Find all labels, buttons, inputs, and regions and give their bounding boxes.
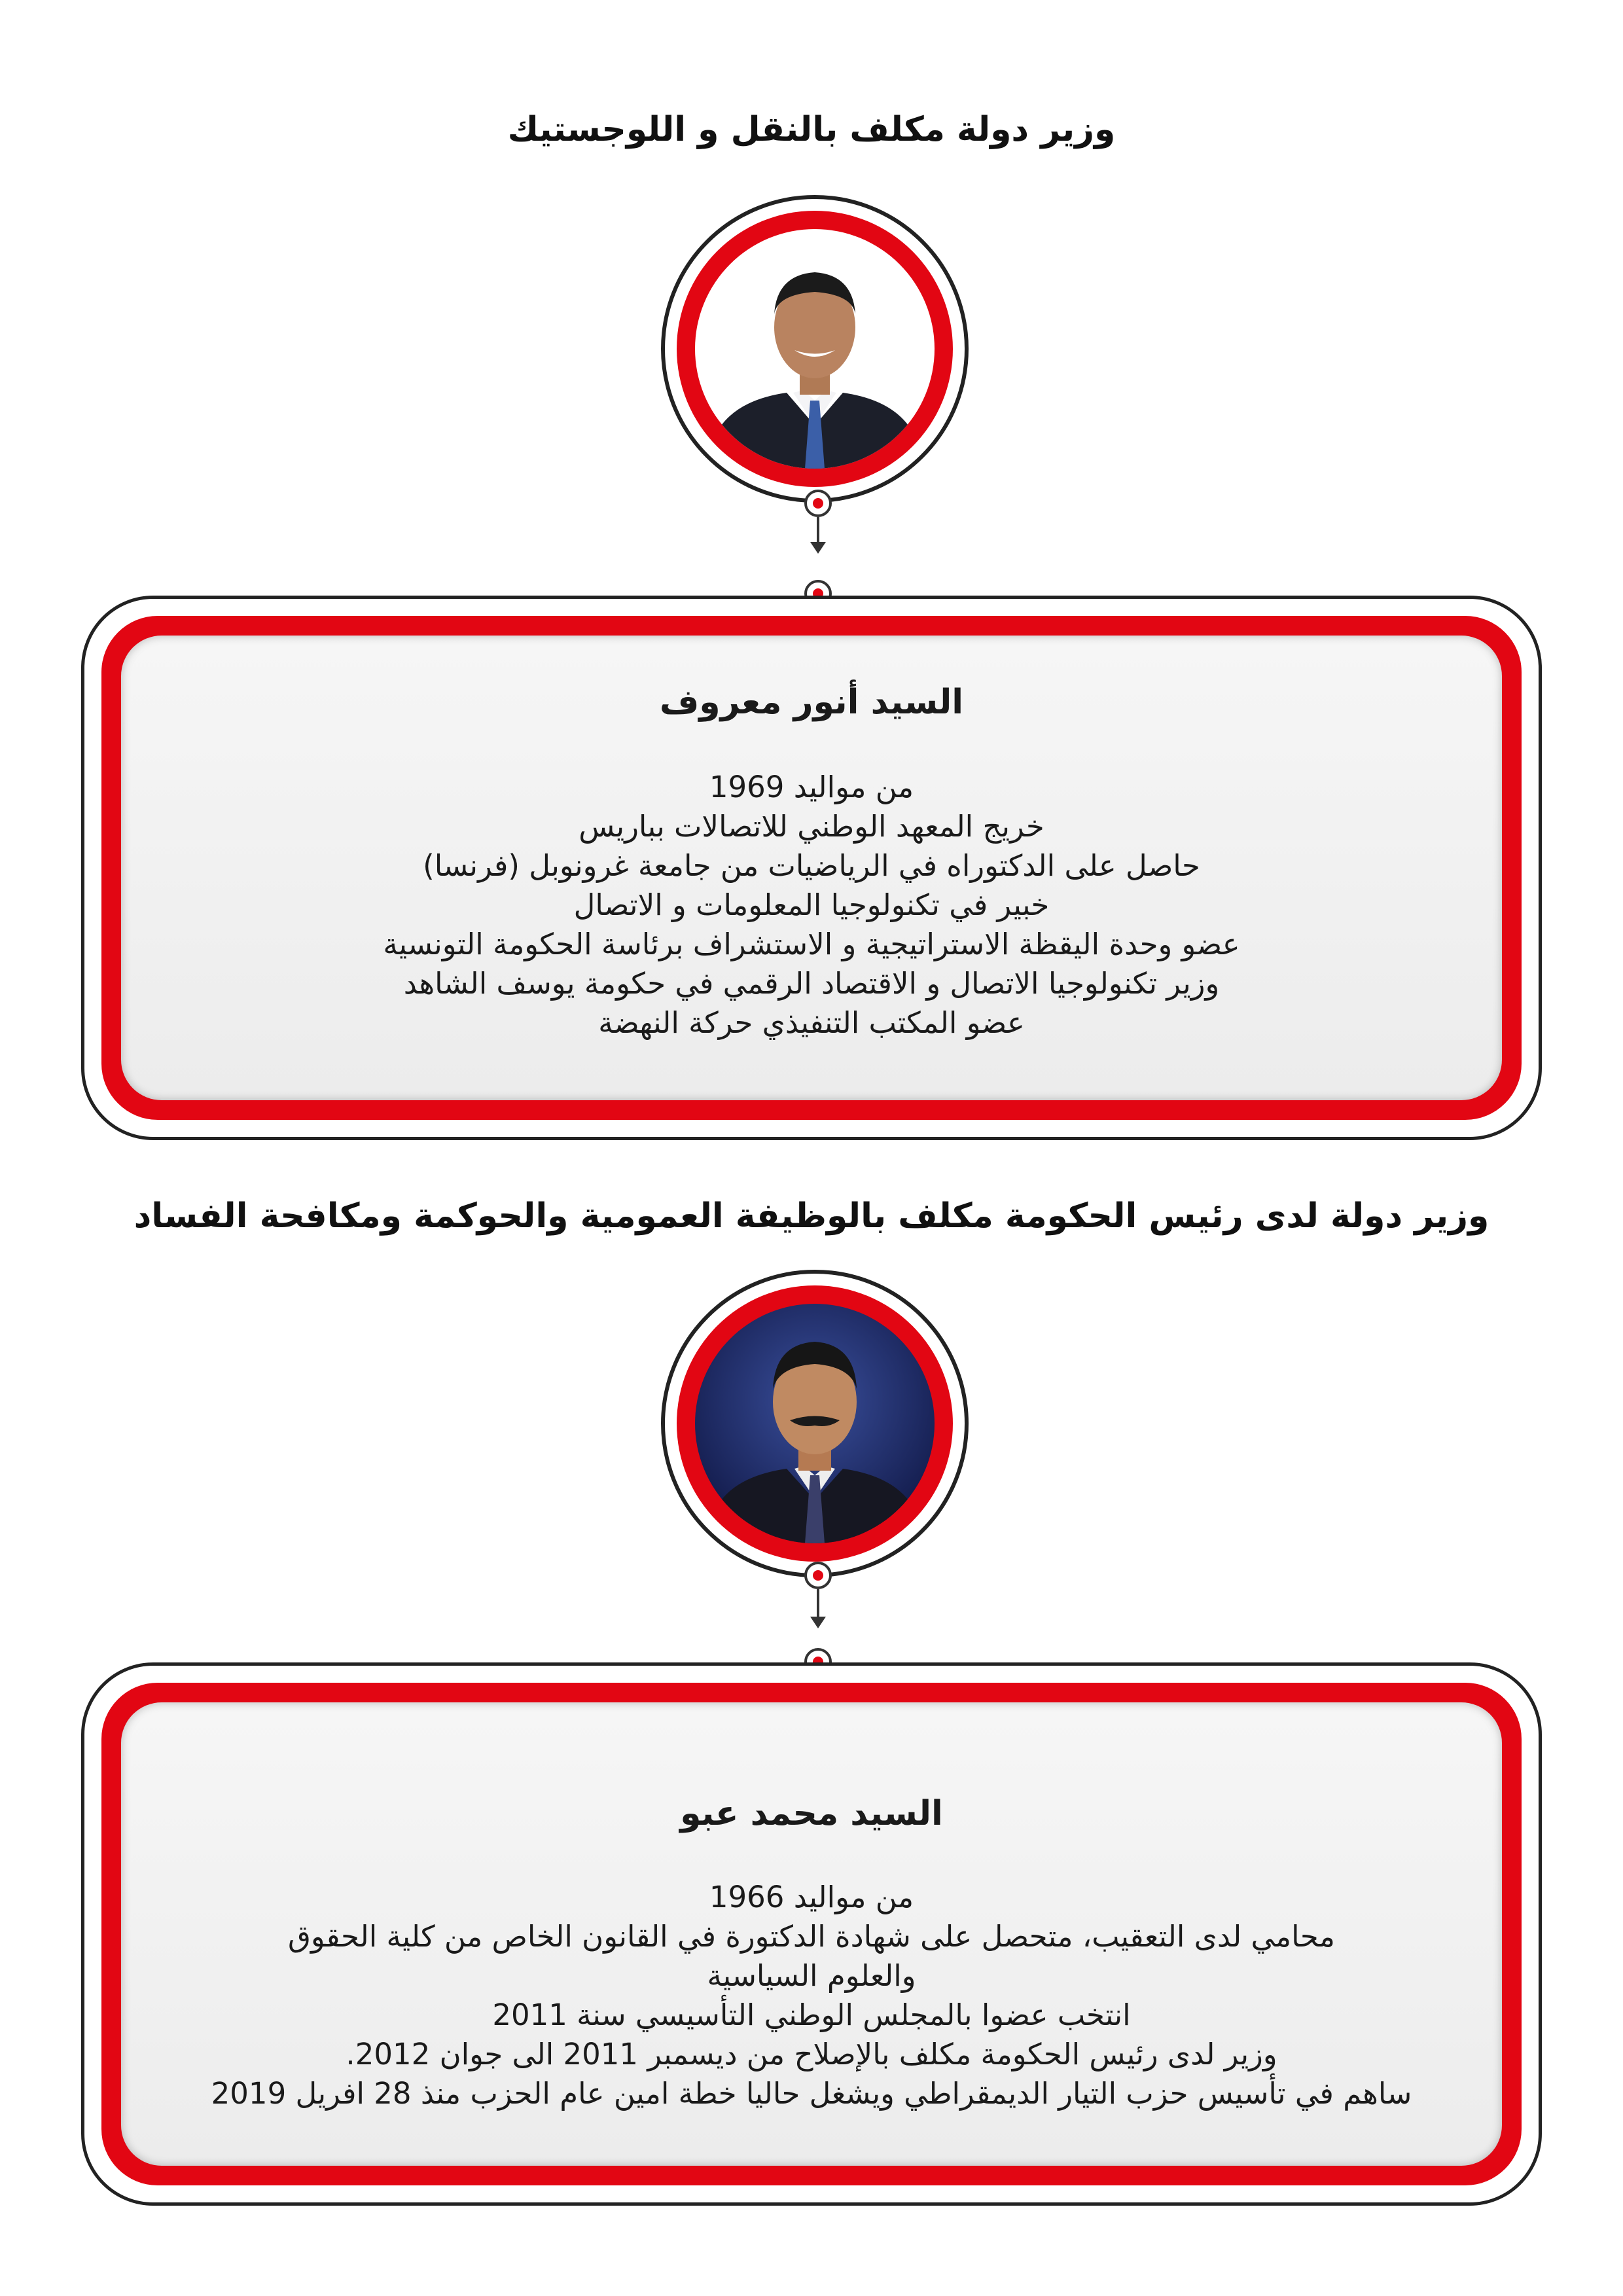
section-title: وزير دولة لدى رئيس الحكومة مكلف بالوظيفة العمومية والحوكمة ومكافحة الفساد (134, 1196, 1489, 1236)
connector-arrow-icon (810, 542, 826, 554)
bio-card-content (121, 1702, 1502, 2166)
section-title: وزير دولة مكلف بالنقل و اللوجستيك (507, 110, 1116, 149)
bio-line: انتخب عضوا بالمجلس الوطني التأسيسي سنة 2011 (492, 1998, 1131, 2032)
bio-card (81, 596, 1542, 1140)
connector-line (817, 517, 819, 543)
bio-line: عضو وحدة اليقظة الاستراتيجية و الاستشراف برئاسة الحكومة التونسية (383, 927, 1240, 961)
bio-line: وزير تكنولوجيا الاتصال و الاقتصاد الرقمي في حكومة يوسف الشاهد (403, 966, 1220, 1001)
bio-line: وزير لدى رئيس الحكومة مكلف بالإصلاح من ديسمبر 2011 الى جوان 2012. (346, 2037, 1277, 2072)
bio-card-red-border (101, 1683, 1522, 2185)
bio-line: من مواليد 1966 (709, 1880, 914, 1914)
connector-top-dot (804, 1562, 832, 1589)
bio-list (121, 768, 1502, 1043)
portrait-frame (661, 195, 969, 503)
portrait-photo (695, 1304, 935, 1543)
person-name: السيد محمد عبو (680, 1794, 943, 1833)
portrait-photo (695, 229, 935, 469)
portrait-image (695, 1304, 935, 1543)
bio-line: والعلوم السياسية (707, 1958, 916, 1993)
bio-line: حاصل على الدكتوراه في الرياضيات من جامعة غرونوبل (فرنسا) (423, 848, 1200, 883)
connector-line (817, 1589, 819, 1618)
portrait-frame (661, 1270, 969, 1577)
bio-line: عضو المكتب التنفيذي حركة النهضة (598, 1005, 1025, 1040)
connector-top-dot (804, 490, 832, 517)
connector-arrow-icon (810, 1617, 826, 1628)
bio-line: ساهم في تأسيس حزب التيار الديمقراطي ويشغل حاليا خطة امين عام الحزب منذ 28 افريل 2019 (211, 2076, 1412, 2111)
bio-card (81, 1662, 1542, 2206)
portrait-image (695, 229, 935, 469)
portrait-ring (677, 1285, 953, 1562)
bio-card-red-border (101, 616, 1522, 1120)
bio-line: من مواليد 1969 (709, 770, 914, 804)
bio-list (121, 1878, 1502, 2113)
person-name: السيد أنور معروف (659, 683, 964, 722)
bio-line: خريج المعهد الوطني للاتصالات بباريس (579, 809, 1044, 844)
bio-line: محامي لدى التعقيب، متحصل على شهادة الدكتورة في القانون الخاص من كلية الحقوق (288, 1919, 1335, 1954)
bio-card-content (121, 636, 1502, 1100)
bio-line: خبير في تكنولوجيا المعلومات و الاتصال (573, 888, 1050, 922)
portrait-ring (677, 211, 953, 487)
